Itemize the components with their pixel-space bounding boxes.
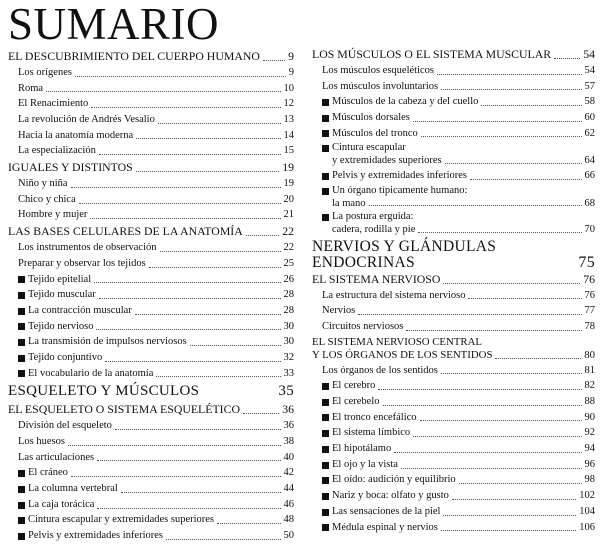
leader-dots bbox=[441, 89, 581, 90]
toc-entry-label: Pelvis y extremidades inferiores bbox=[28, 530, 164, 542]
leader-dots bbox=[121, 492, 281, 493]
toc-entry-label: Los músculos involuntarios bbox=[322, 80, 439, 92]
toc-entry-label: EL ESQUELETO O SISTEMA ESQUELÉTICO bbox=[8, 402, 240, 417]
toc-entry[interactable] bbox=[312, 79, 595, 95]
toc-entry-label: El ojo y la vista bbox=[332, 458, 398, 470]
leader-dots bbox=[263, 60, 285, 61]
toc-entry-label: El cráneo bbox=[28, 467, 68, 479]
toc-page-number: 68 bbox=[584, 197, 595, 209]
toc-entry[interactable] bbox=[8, 240, 294, 256]
toc-subentry[interactable] bbox=[312, 520, 595, 536]
leader-dots bbox=[378, 389, 581, 390]
toc-entry-line2 bbox=[322, 223, 595, 237]
toc-page-number: 96 bbox=[584, 458, 595, 470]
leader-dots bbox=[166, 539, 280, 540]
toc-page-number: 36 bbox=[283, 420, 294, 432]
toc-subsection-line1[interactable] bbox=[312, 336, 595, 350]
toc-entry-label: IGUALES Y DISTINTOS bbox=[8, 160, 133, 175]
leader-dots bbox=[136, 171, 279, 172]
toc-subentry[interactable] bbox=[312, 504, 595, 520]
toc-subentry[interactable] bbox=[312, 488, 595, 504]
toc-page-number: 25 bbox=[283, 257, 294, 269]
square-bullet-icon bbox=[322, 115, 329, 122]
toc-page-number: 77 bbox=[584, 305, 595, 317]
leader-dots bbox=[94, 282, 280, 283]
toc-entry-label: Tejido muscular bbox=[28, 289, 96, 301]
square-bullet-icon bbox=[322, 383, 329, 390]
leader-dots bbox=[369, 205, 582, 206]
toc-entry-label: Pelvis y extremidades inferiores bbox=[332, 169, 468, 181]
toc-entry-label: EL SISTEMA NERVIOSO bbox=[312, 271, 441, 286]
leader-dots bbox=[420, 420, 582, 421]
toc-subentry[interactable] bbox=[8, 366, 294, 382]
toc-list-muscles bbox=[312, 46, 595, 141]
toc-list-multiline-2 bbox=[312, 184, 595, 237]
toc-page-number: 46 bbox=[283, 498, 294, 510]
square-bullet-icon bbox=[322, 188, 329, 195]
toc-page-number: 82 bbox=[584, 380, 595, 392]
subsection-label-line2: Y LOS ÓRGANOS DE LOS SENTIDOS bbox=[312, 349, 493, 362]
square-bullet-icon bbox=[322, 130, 329, 137]
toc-entry[interactable] bbox=[312, 363, 595, 379]
toc-page-number: 10 bbox=[283, 82, 294, 94]
toc-entry-label: La contracción muscular bbox=[28, 304, 132, 316]
toc-entry[interactable] bbox=[8, 176, 294, 192]
leader-dots bbox=[217, 523, 280, 524]
toc-subentry-multiline[interactable] bbox=[312, 210, 595, 237]
leader-dots bbox=[358, 314, 581, 315]
toc-list-senses bbox=[312, 363, 595, 536]
toc-page-number: 54 bbox=[583, 47, 595, 61]
toc-entry-label-line1: Cintura escapular bbox=[332, 142, 406, 154]
toc-page-number: 62 bbox=[584, 127, 595, 139]
toc-entry-label: Cintura escapular y extremidades superiores bbox=[28, 514, 215, 526]
toc-subentry[interactable] bbox=[8, 350, 294, 366]
toc-chapter[interactable] bbox=[8, 401, 294, 418]
square-bullet-icon bbox=[18, 486, 25, 493]
toc-page-number: 94 bbox=[584, 443, 595, 455]
toc-entry[interactable] bbox=[8, 143, 294, 159]
leader-dots bbox=[481, 105, 581, 106]
leader-dots bbox=[406, 330, 581, 331]
square-bullet-icon bbox=[322, 173, 329, 180]
toc-subentry[interactable] bbox=[8, 465, 294, 481]
leader-dots bbox=[246, 235, 279, 236]
page-title: SUMARIO bbox=[8, 0, 220, 49]
leader-dots bbox=[135, 314, 281, 315]
leader-dots bbox=[136, 138, 280, 139]
toc-entry-label: El hipotálamo bbox=[332, 443, 392, 455]
toc-subentry[interactable] bbox=[312, 126, 595, 142]
toc-page-number: 22 bbox=[282, 224, 294, 239]
toc-entry[interactable] bbox=[312, 288, 595, 304]
toc-entry[interactable] bbox=[8, 96, 294, 112]
toc-page-number: 76 bbox=[584, 289, 595, 301]
toc-page-number: 90 bbox=[584, 411, 595, 423]
toc-page-number: 50 bbox=[283, 530, 294, 542]
toc-entry-label-line2: y extremidades superiores bbox=[332, 155, 442, 167]
leader-dots bbox=[443, 515, 576, 516]
toc-entry-label: EL DESCUBRIMIENTO DEL CUERPO HUMANO bbox=[8, 49, 260, 63]
square-bullet-icon bbox=[18, 470, 25, 477]
toc-entry[interactable] bbox=[8, 192, 294, 208]
toc-subentry[interactable] bbox=[312, 457, 595, 473]
toc-page-number: 19 bbox=[282, 160, 294, 175]
toc-subentry[interactable] bbox=[8, 319, 294, 335]
toc-entry[interactable] bbox=[8, 450, 294, 466]
toc-entry-label: El oído: audición y equilibrio bbox=[332, 474, 456, 486]
square-bullet-icon bbox=[322, 99, 329, 106]
toc-page-number: 76 bbox=[583, 271, 595, 286]
toc-page-number: 58 bbox=[584, 96, 595, 108]
leader-dots bbox=[468, 298, 581, 299]
toc-page-number: 33 bbox=[283, 367, 294, 379]
toc-subentry-multiline[interactable] bbox=[312, 184, 595, 211]
toc-page-number: 60 bbox=[584, 112, 595, 124]
toc-subentry[interactable] bbox=[8, 497, 294, 513]
toc-entry-label: Tejido conjuntivo bbox=[28, 351, 103, 363]
toc-entry-label: El sistema límbico bbox=[332, 427, 411, 439]
toc-entry-label: LAS BASES CELULARES DE LA ANATOMÍA bbox=[8, 224, 243, 239]
toc-entry[interactable] bbox=[8, 112, 294, 128]
square-bullet-icon bbox=[322, 524, 329, 531]
leader-dots bbox=[115, 429, 281, 430]
toc-page-number: 22 bbox=[283, 242, 294, 254]
leader-dots bbox=[97, 508, 280, 509]
square-bullet-icon bbox=[322, 509, 329, 516]
toc-part[interactable] bbox=[8, 381, 294, 401]
toc-entry-label: Tejido epitelial bbox=[28, 273, 92, 285]
toc-subentry[interactable] bbox=[312, 378, 595, 394]
toc-page-number: 36 bbox=[282, 402, 294, 417]
leader-dots bbox=[75, 76, 286, 77]
toc-page-number: 92 bbox=[584, 427, 595, 439]
subsection-page-number: 80 bbox=[584, 349, 595, 362]
toc-entry-label: El cerebelo bbox=[332, 396, 380, 408]
toc-entry[interactable] bbox=[8, 128, 294, 144]
toc-page-number: 42 bbox=[283, 467, 294, 479]
toc-chapter[interactable] bbox=[312, 46, 595, 63]
toc-entry-label: Chico y chica bbox=[18, 193, 76, 205]
toc-subsection-line2[interactable] bbox=[312, 349, 595, 363]
square-bullet-icon bbox=[322, 214, 329, 221]
toc-page-number: 102 bbox=[579, 490, 595, 502]
leader-dots bbox=[90, 218, 280, 219]
toc-page-number: 30 bbox=[283, 336, 294, 348]
toc-entry-label: El Renacimiento bbox=[18, 98, 89, 110]
toc-entry[interactable] bbox=[8, 81, 294, 97]
leader-dots bbox=[46, 91, 280, 92]
leader-dots bbox=[441, 530, 576, 531]
toc-page-number: 88 bbox=[584, 396, 595, 408]
toc-page-number: 106 bbox=[579, 521, 595, 533]
toc-chapter[interactable] bbox=[8, 159, 294, 176]
toc-entry-line2 bbox=[322, 197, 595, 211]
square-bullet-icon bbox=[322, 462, 329, 469]
toc-entry[interactable] bbox=[312, 319, 595, 335]
square-bullet-icon bbox=[18, 339, 25, 346]
toc-page-number: 28 bbox=[283, 304, 294, 316]
leader-dots bbox=[158, 123, 281, 124]
toc-entry-label: La transmisión de impulsos nerviosos bbox=[28, 336, 187, 348]
toc-entry-label: La columna vertebral bbox=[28, 483, 118, 495]
toc-entry-label-line2: cadera, rodilla y pie bbox=[332, 224, 416, 236]
toc-page-number: 81 bbox=[584, 364, 595, 376]
toc-chapter[interactable] bbox=[8, 48, 294, 65]
subsection-label-line1: EL SISTEMA NERVIOSO CENTRAL bbox=[312, 335, 482, 348]
toc-right-column bbox=[312, 46, 595, 535]
toc-entry-line2 bbox=[322, 154, 595, 168]
toc-entry-label: Tejido nervioso bbox=[28, 320, 94, 332]
toc-entry-label-line1: La postura erguida: bbox=[332, 211, 414, 223]
toc-subentry[interactable] bbox=[8, 287, 294, 303]
leader-dots bbox=[99, 298, 281, 299]
leader-dots bbox=[96, 329, 280, 330]
toc-entry-label: Hombre y mujer bbox=[18, 209, 88, 221]
toc-entry-label: Roma bbox=[18, 82, 44, 94]
toc-part-nervios[interactable] bbox=[312, 239, 595, 271]
toc-entry-label: Las articulaciones bbox=[18, 451, 95, 463]
square-bullet-icon bbox=[18, 276, 25, 283]
toc-page-number: 13 bbox=[283, 114, 294, 126]
toc-entry[interactable] bbox=[8, 208, 294, 224]
leader-dots bbox=[71, 476, 281, 477]
part-page-number: 75 bbox=[578, 253, 595, 271]
toc-page-number: 30 bbox=[283, 320, 294, 332]
toc-entry[interactable] bbox=[8, 65, 294, 81]
leader-dots bbox=[443, 283, 580, 284]
toc-page-number: 32 bbox=[283, 351, 294, 363]
toc-entry-label-line1: Un órgano típicamente humano: bbox=[332, 184, 468, 196]
toc-subentry[interactable] bbox=[8, 481, 294, 497]
part-label-line2: ENDOCRINAS bbox=[312, 253, 415, 271]
toc-entry-label: Músculos del tronco bbox=[332, 127, 418, 139]
toc-entry[interactable] bbox=[312, 63, 595, 79]
toc-list-nervous-system bbox=[312, 271, 595, 335]
toc-entry-label: Músculos dorsales bbox=[332, 112, 410, 124]
toc-entry-label: ESQUELETO Y MÚSCULOS bbox=[8, 383, 200, 400]
square-bullet-icon bbox=[322, 430, 329, 437]
toc-entry-label: El tronco encefálico bbox=[332, 411, 417, 423]
leader-dots bbox=[99, 154, 281, 155]
toc-page-number: 26 bbox=[283, 273, 294, 285]
leader-dots bbox=[156, 376, 280, 377]
toc-entry-label: Circuitos nerviosos bbox=[322, 320, 404, 332]
toc-entry[interactable] bbox=[8, 256, 294, 272]
leader-dots bbox=[421, 136, 582, 137]
leader-dots bbox=[495, 358, 581, 359]
toc-entry-label: Los órganos de los sentidos bbox=[322, 364, 438, 376]
leader-dots bbox=[383, 405, 582, 406]
toc-entry-label: El cerebro bbox=[332, 380, 376, 392]
square-bullet-icon bbox=[18, 292, 25, 299]
square-bullet-icon bbox=[322, 446, 329, 453]
toc-subentry[interactable] bbox=[312, 394, 595, 410]
square-bullet-icon bbox=[322, 493, 329, 500]
square-bullet-icon bbox=[18, 517, 25, 524]
leader-dots bbox=[149, 267, 281, 268]
leader-dots bbox=[470, 179, 581, 180]
toc-list-muscles-2 bbox=[312, 168, 595, 184]
leader-dots bbox=[401, 468, 582, 469]
toc-left-column bbox=[8, 48, 294, 544]
square-bullet-icon bbox=[18, 355, 25, 362]
toc-page-number: 14 bbox=[283, 129, 294, 141]
toc-page-number: 20 bbox=[283, 193, 294, 205]
toc-page-number: 44 bbox=[283, 483, 294, 495]
toc-page-number: 98 bbox=[584, 474, 595, 486]
toc-entry-label: La estructura del sistema nervioso bbox=[322, 289, 466, 301]
toc-subentry-multiline[interactable] bbox=[312, 141, 595, 168]
leader-dots bbox=[68, 445, 281, 446]
leader-dots bbox=[459, 483, 582, 484]
part-label-line1: NERVIOS Y GLÁNDULAS bbox=[312, 237, 497, 255]
toc-entry-label: Hacia la anatomía moderna bbox=[18, 129, 134, 141]
square-bullet-icon bbox=[18, 370, 25, 377]
toc-subentry[interactable] bbox=[8, 272, 294, 288]
toc-page-number: 54 bbox=[584, 64, 595, 76]
toc-entry-label: Niño y niña bbox=[18, 178, 68, 190]
toc-subentry[interactable] bbox=[312, 473, 595, 489]
square-bullet-icon bbox=[18, 502, 25, 509]
toc-subentry[interactable] bbox=[8, 513, 294, 529]
toc-page-number: 70 bbox=[584, 224, 595, 236]
leader-dots bbox=[105, 361, 280, 362]
toc-entry-label: La revolución de Andrés Vesalio bbox=[18, 114, 155, 126]
toc-subentry[interactable] bbox=[312, 168, 595, 184]
toc-subentry[interactable] bbox=[8, 528, 294, 544]
leader-dots bbox=[441, 373, 582, 374]
toc-subentry[interactable] bbox=[312, 441, 595, 457]
toc-subentry[interactable] bbox=[312, 110, 595, 126]
toc-chapter[interactable] bbox=[8, 223, 294, 240]
toc-page-number: 35 bbox=[278, 383, 294, 400]
toc-entry-label: Preparar y observar los tejidos bbox=[18, 257, 146, 269]
toc-subentry[interactable] bbox=[8, 303, 294, 319]
toc-entry-label: Nervios bbox=[322, 305, 356, 317]
leader-dots bbox=[445, 163, 582, 164]
toc-list-multiline bbox=[312, 141, 595, 168]
square-bullet-icon bbox=[18, 323, 25, 330]
toc-subentry[interactable] bbox=[312, 410, 595, 426]
square-bullet-icon bbox=[322, 145, 329, 152]
square-bullet-icon bbox=[322, 414, 329, 421]
leader-dots bbox=[190, 345, 281, 346]
toc-entry[interactable] bbox=[8, 434, 294, 450]
leader-dots bbox=[413, 436, 581, 437]
toc-page-number: 104 bbox=[579, 505, 595, 517]
leader-dots bbox=[71, 187, 281, 188]
toc-entry-label: División del esqueleto bbox=[18, 420, 112, 432]
toc-page-number: 38 bbox=[283, 436, 294, 448]
leader-dots bbox=[243, 413, 279, 414]
leader-dots bbox=[437, 74, 582, 75]
toc-entry-label: El vocabulario de la anatomía bbox=[28, 367, 154, 379]
toc-entry-label: LOS MÚSCULOS O EL SISTEMA MUSCULAR bbox=[312, 47, 552, 61]
leader-dots bbox=[79, 203, 281, 204]
toc-entry[interactable] bbox=[8, 418, 294, 434]
toc-entry-label: La caja torácica bbox=[28, 498, 95, 510]
toc-page-number: 64 bbox=[584, 155, 595, 167]
toc-page-number: 15 bbox=[283, 145, 294, 157]
toc-page-number: 78 bbox=[584, 320, 595, 332]
toc-entry-label: Músculos de la cabeza y del cuello bbox=[332, 96, 479, 108]
square-bullet-icon bbox=[18, 533, 25, 540]
toc-entry-label: Nariz y boca: olfato y gusto bbox=[332, 490, 449, 502]
toc-page-number: 9 bbox=[288, 49, 294, 63]
leader-dots bbox=[554, 58, 580, 59]
toc-subentry[interactable] bbox=[312, 425, 595, 441]
leader-dots bbox=[413, 121, 582, 122]
leader-dots bbox=[452, 499, 576, 500]
toc-page-number: 57 bbox=[584, 80, 595, 92]
toc-entry-label: Los orígenes bbox=[18, 66, 72, 78]
toc-entry-label: Los músculos esqueléticos bbox=[322, 64, 434, 76]
toc-chapter[interactable] bbox=[312, 271, 595, 288]
leader-dots bbox=[394, 452, 581, 453]
toc-page-number: 66 bbox=[584, 169, 595, 181]
toc-page-number: 21 bbox=[283, 209, 294, 221]
toc-page-number: 28 bbox=[283, 289, 294, 301]
toc-entry-label: La especialización bbox=[18, 145, 96, 157]
toc-entry-label: Médula espinal y nervios bbox=[332, 521, 438, 533]
toc-page-number: 9 bbox=[288, 66, 294, 78]
toc-entry-label-line2: la mano bbox=[332, 197, 366, 209]
toc-page-number: 40 bbox=[283, 451, 294, 463]
toc-entry-label: Los huesos bbox=[18, 436, 65, 448]
leader-dots bbox=[160, 251, 281, 252]
leader-dots bbox=[97, 460, 280, 461]
toc-subentry[interactable] bbox=[312, 94, 595, 110]
toc-page-number: 48 bbox=[283, 514, 294, 526]
leader-dots bbox=[91, 107, 280, 108]
toc-page-number: 12 bbox=[283, 98, 294, 110]
square-bullet-icon bbox=[18, 308, 25, 315]
toc-entry-label: Las sensaciones de la piel bbox=[332, 505, 441, 517]
square-bullet-icon bbox=[322, 399, 329, 406]
toc-subentry[interactable] bbox=[8, 334, 294, 350]
toc-page-number: 19 bbox=[283, 178, 294, 190]
toc-list-left bbox=[8, 48, 294, 544]
leader-dots bbox=[418, 232, 581, 233]
toc-entry[interactable] bbox=[312, 303, 595, 319]
toc-entry-label: Los instrumentos de observación bbox=[18, 242, 157, 254]
square-bullet-icon bbox=[322, 477, 329, 484]
